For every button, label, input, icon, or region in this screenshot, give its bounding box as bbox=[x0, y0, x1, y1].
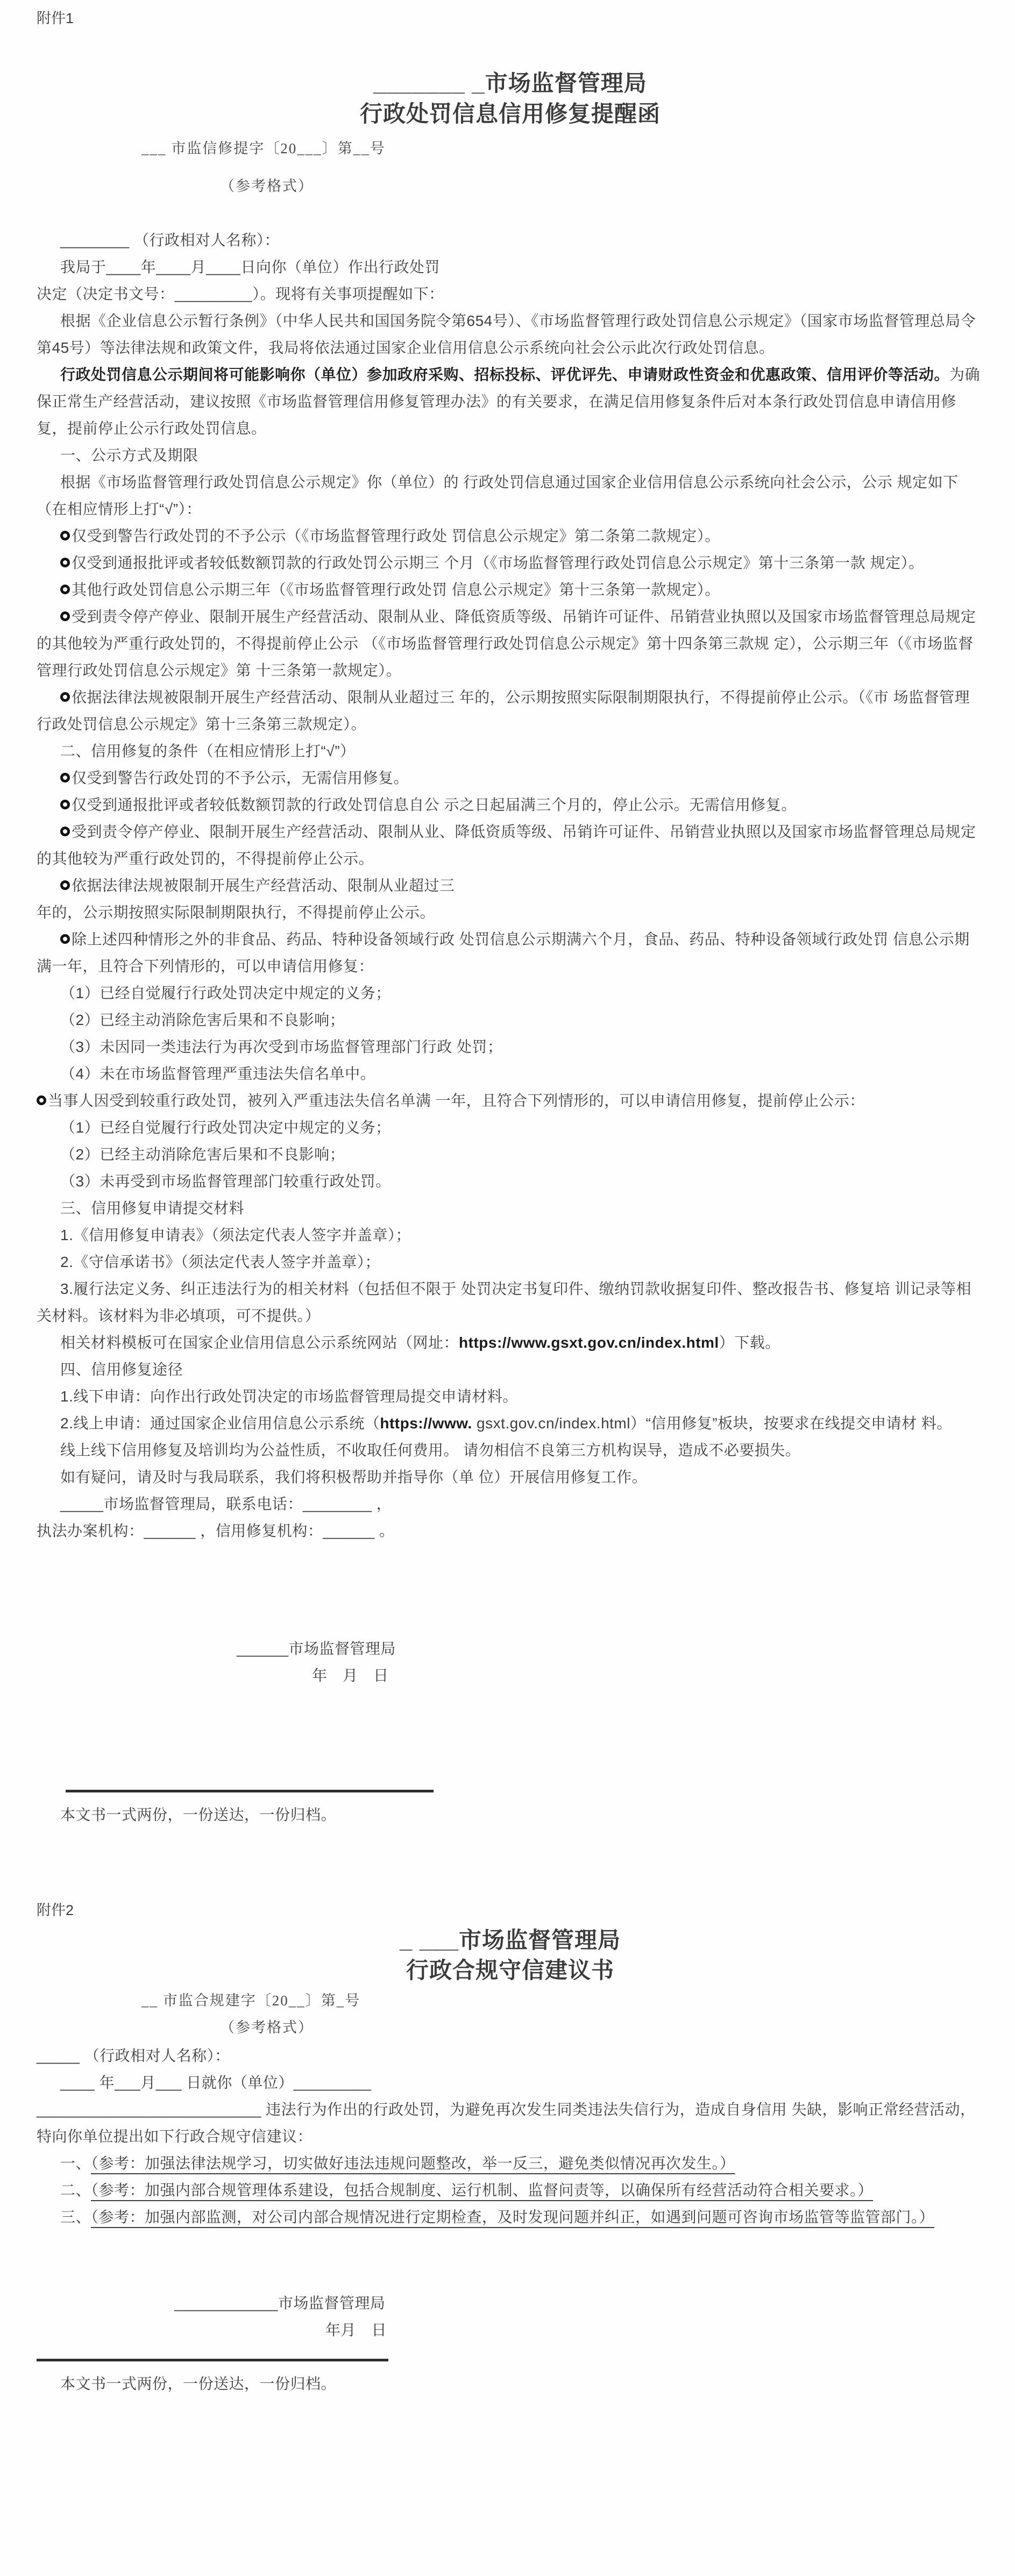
attachment2-title-line1: _ ___市场监督管理局 bbox=[399, 1927, 621, 1953]
text-run: 我局于____年____月____日向你（单位）作出行政处罚 bbox=[60, 259, 440, 275]
text-run: （3）未再受到市场监督管理部门较重行政处罚。 bbox=[60, 1173, 391, 1190]
ring-bullet-icon bbox=[60, 827, 70, 836]
text-run: 1.线下申请：向作出行政处罚决定的市场监督管理局提交申请材料。 bbox=[60, 1388, 518, 1405]
attachment2-format-note: （参考格式） bbox=[220, 2019, 314, 2036]
signature-date: 年月 日 bbox=[325, 2322, 387, 2338]
attachment1 bbox=[37, 8, 984, 1828]
paragraph bbox=[37, 1141, 984, 1168]
bullet-item bbox=[37, 523, 984, 550]
text-run: （参考：加强内部合规管理体系建设，包括合规制度、运行机制、监督问责等，以确保所有经营活动符合相关要求。） bbox=[91, 2182, 874, 2198]
paragraph bbox=[37, 2069, 984, 2096]
text-run: （参考：加强法律法规学习，切实做好违法违规问题整改，举一反三，避免类似情况再次发生。） bbox=[91, 2155, 735, 2172]
ring-bullet-icon bbox=[60, 934, 70, 944]
bullet-item bbox=[37, 872, 984, 926]
bullet-item bbox=[37, 577, 984, 603]
text-run: ____ 年___月___ 日就你（单位）_________ bbox=[60, 2074, 372, 2091]
text-run: 受到责令停产停业、限制开展生产经营活动、限制从业、降低资质等级、吊销许可证件、吊销营业执照以及国家市场监督管理总局规定的其他较为严重行政处罚的，不得提前停止公示。 bbox=[37, 823, 976, 867]
ring-bullet-icon bbox=[37, 1095, 46, 1105]
text-run: 其他行政处罚信息公示期三年（《市场监督管理行政处罚 信息公示规定》第十三条第一款规定）。 bbox=[72, 581, 720, 598]
text-run: 除上述四种情形之外的非食品、药品、特种设备领域行政 处罚信息公示期满六个月，食品、药品、特种设备领域行政处罚 信息公示期满一年，且符合下列情形的，可以申请信用修复： bbox=[37, 931, 970, 974]
ring-bullet-icon bbox=[60, 531, 70, 540]
attachment1-label: 附件1 bbox=[37, 10, 74, 26]
paragraph bbox=[37, 1518, 984, 1545]
divider-line bbox=[37, 2359, 388, 2361]
bullet-item bbox=[37, 550, 984, 577]
text-run: https://www. bbox=[380, 1415, 472, 1432]
text-run: 二、信用修复的条件（在相应情形上打“√”） bbox=[60, 743, 356, 759]
text-run: 四、信用修复途径 bbox=[60, 1361, 183, 1378]
attachment2-footer-note: 本文书一式两份，一份送达，一份归档。 bbox=[60, 2375, 337, 2392]
paragraph bbox=[37, 1249, 984, 1276]
paragraph bbox=[37, 1276, 984, 1329]
text-run: 根据《市场监督管理行政处罚信息公示规定》你（单位）的 行政处罚信息通过国家企业信用信息公示系统向社会公示，公示 规定如下（在相应情形上打“√”）： bbox=[37, 474, 959, 517]
text-run: __________________________ 违法行为作出的行政处罚，为避免再次发生同类违法失信行为，造成自身信用 失缺，影响正常经营活动，特向你单位提出如下行政合规守信建议： bbox=[37, 2101, 976, 2145]
text-run: （1）已经自觉履行行政处罚决定中规定的义务； bbox=[60, 1119, 391, 1136]
paragraph bbox=[37, 1168, 984, 1195]
text-run: （3）未因同一类违法行为再次受到市场监督管理部门行政 处罚； bbox=[60, 1038, 503, 1055]
text-run: 仅受到警告行政处罚的不予公示，无需信用修复。 bbox=[72, 770, 409, 786]
paragraph bbox=[37, 1034, 984, 1061]
text-run: 2.《守信承诺书》（须法定代表人签字并盖章）； bbox=[60, 1254, 380, 1270]
text-run: 决定（决定书文号：_________）。现将有关事项提醒如下： bbox=[37, 286, 444, 302]
text-run: 年的，公示期按照实际限制期限执行，不得提前停止公示。 bbox=[37, 904, 436, 921]
text-run: 相关材料模板可在国家企业信用信息公示系统网站（网址： bbox=[60, 1334, 459, 1351]
paragraph bbox=[37, 1061, 984, 1087]
paragraph bbox=[37, 1410, 984, 1437]
text-run: 二、 bbox=[60, 2182, 91, 2198]
paragraph bbox=[37, 1491, 984, 1518]
signature-date: 年 月 日 bbox=[312, 1667, 389, 1684]
paragraph bbox=[37, 361, 984, 442]
attachment1-title-line2: 行政处罚信息信用修复提醒函 bbox=[359, 101, 661, 126]
paragraph bbox=[37, 1329, 984, 1356]
paragraph bbox=[37, 2096, 984, 2150]
ring-bullet-icon bbox=[60, 692, 70, 702]
divider-line bbox=[66, 1790, 434, 1792]
paragraph bbox=[37, 1007, 984, 1034]
ring-bullet-icon bbox=[60, 558, 70, 567]
section-heading bbox=[37, 738, 984, 765]
text-run: 3.履行法定义务、纠正违法行为的相关材料（包括但不限于 处罚决定书复印件、缴纳罚款收据复印件、整改报告书、修复培 训记录等相关材料。该材料为非必填项，可不提供。） bbox=[37, 1280, 971, 1324]
text-run: ________ （行政相对人名称）： bbox=[60, 232, 280, 248]
bullet-item bbox=[37, 765, 984, 792]
attachment1-title-line1: _______ _市场监督管理局 bbox=[373, 70, 647, 96]
section-heading bbox=[37, 442, 984, 469]
section-heading bbox=[37, 1356, 984, 1383]
paragraph bbox=[37, 469, 984, 523]
ring-bullet-icon bbox=[60, 611, 70, 621]
text-run: gsxt.gov.cn/index.html）“信用修复”板块，按要求在线提交申请材 料。 bbox=[472, 1415, 952, 1432]
paragraph bbox=[37, 1464, 984, 1491]
text-run: 受到责令停产停业、限制开展生产经营活动、限制从业、降低资质等级、吊销许可证件、吊销营业执照以及国家市场监督管理总局规定的其他较为严重行政处罚的，不得提前停止公示 （《市场监督管理行政处罚信息公示规定》第十四条第三款规 定），公示期三年（《市场监督管理行政处罚信息公示规定》第 十三条第一款规定）。 bbox=[37, 608, 976, 679]
text-run: 如有疑问，请及时与我局联系，我们将积极帮助并指导你（单 位）开展信用修复工作。 bbox=[60, 1469, 648, 1485]
paragraph bbox=[37, 281, 984, 308]
bullet-item bbox=[37, 819, 984, 872]
attachment2-doc-number: __ 市监合规建字〔20__〕第_号 bbox=[141, 1993, 361, 2009]
paragraph bbox=[37, 308, 984, 361]
text-run: 根据《企业信息公示暂行条例》（中华人民共和国国务院令第654号）、《市场监督管理行政处罚信息公示规定》（国家市场监督管理总局令第45号）等法律法规和政策文件，我局将依法通过国家企业信用信息公示系统向社会公示此次行政处罚信息。 bbox=[37, 312, 976, 356]
attachment1-doc-number: ___ 市监信修提字〔20___〕第__号 bbox=[141, 140, 386, 156]
text-run: 执法办案机构：______ ，信用修复机构：______ 。 bbox=[37, 1522, 395, 1539]
text-run: _____ （行政相对人名称）： bbox=[37, 2047, 230, 2064]
section-heading bbox=[37, 1195, 984, 1222]
text-run: （参考：加强内部监测，对公司内部合规情况进行定期检查，及时发现问题并纠正，如遇到问题可咨询市场监管等监管部门。） bbox=[91, 2209, 935, 2225]
text-run: 一、 bbox=[60, 2155, 91, 2172]
paragraph bbox=[37, 1222, 984, 1249]
paragraph bbox=[37, 980, 984, 1007]
ring-bullet-icon bbox=[60, 773, 70, 782]
text-run: 仅受到警告行政处罚的不予公示（《市场监督管理行政处 罚信息公示规定》第二条第二款规定）。 bbox=[72, 528, 720, 544]
bullet-item bbox=[37, 684, 984, 738]
ring-bullet-icon bbox=[60, 880, 70, 890]
text-run: （2）已经主动消除危害后果和不良影响； bbox=[60, 1146, 345, 1163]
text-run: 为确保正常生产经营活动，建议按照《市场监督管理信用修复管理办法》的有关要求，在满足信用修复条件后对本条行政处罚信息申请信用修复，提前停止公示行政处罚信息。 bbox=[37, 366, 981, 437]
attachment2-body bbox=[37, 2043, 984, 2231]
text-run: 线上线下信用修复及培训均为公益性质，不收取任何费用。 请勿相信不良第三方机构误导，造成不必要损失。 bbox=[60, 1442, 801, 1458]
bullet-item bbox=[37, 1087, 984, 1114]
paragraph bbox=[37, 227, 984, 254]
attachment1-format-note: （参考格式） bbox=[220, 178, 314, 194]
paragraph bbox=[37, 1383, 984, 1410]
text-run: 依据法律法规被限制开展生产经营活动、限制从业超过三 bbox=[72, 877, 455, 894]
paragraph bbox=[37, 254, 984, 281]
attachment1-footer-note: 本文书一式两份，一份送达，一份归档。 bbox=[60, 1806, 337, 1823]
bullet-item bbox=[37, 926, 984, 980]
attachment2 bbox=[37, 1899, 984, 2397]
text-run: 仅受到通报批评或者较低数额罚款的行政处罚信息自公 示之日起届满三个月的，停止公示。无需信用修复。 bbox=[72, 796, 797, 813]
paragraph bbox=[37, 1114, 984, 1141]
text-run: 一、公示方式及期限 bbox=[60, 447, 198, 464]
text-run: （4）未在市场监督管理严重违法失信名单中。 bbox=[60, 1065, 376, 1082]
attachment1-body bbox=[37, 227, 984, 1545]
text-run: 1.《信用修复申请表》（须法定代表人签字并盖章）； bbox=[60, 1227, 411, 1243]
text-run: 仅受到通报批评或者较低数额罚款的行政处罚公示期三 个月（《市场监督管理行政处罚信息公示规定》第十三条第一款 规定）。 bbox=[72, 554, 924, 571]
bullet-item bbox=[37, 792, 984, 819]
attachment2-title-line2: 行政合规守信建议书 bbox=[406, 1958, 614, 1983]
text-run: 三、 bbox=[60, 2209, 91, 2225]
paragraph bbox=[37, 2043, 984, 2069]
bullet-item bbox=[37, 603, 984, 684]
text-run: 行政处罚信息公示期间将可能影响你（单位）参加政府采购、招标投标、评优评先、申请财政性资金和优惠政策、信用评价等活动。 bbox=[60, 366, 950, 383]
ring-bullet-icon bbox=[60, 585, 70, 594]
attachment2-signature bbox=[174, 2290, 984, 2344]
text-run: 三、信用修复申请提交材料 bbox=[60, 1200, 245, 1216]
signature-org: ____________市场监督管理局 bbox=[174, 2295, 386, 2311]
text-run: _____市场监督管理局，联系电话：________ ， bbox=[60, 1496, 392, 1512]
text-run: ）下载。 bbox=[719, 1334, 780, 1351]
text-run: 依据法律法规被限制开展生产经营活动、限制从业超过三 年的，公示期按照实际限制期限执行，不得提前停止公示。（《市 场监督管理行政处罚信息公示规定》第十三条第三款规定）。 bbox=[37, 689, 970, 732]
text-run: 当事人因受到较重行政处罚，被列入严重违法失信名单满 一年，且符合下列情形的，可以申请信用修复，提前停止公示： bbox=[48, 1092, 865, 1109]
paragraph bbox=[37, 2177, 984, 2204]
text-run: 2.线上申请：通过国家企业信用信息公示系统（ bbox=[60, 1415, 380, 1432]
signature-org: ______市场监督管理局 bbox=[237, 1640, 396, 1657]
ring-bullet-icon bbox=[60, 800, 70, 809]
text-run: （1）已经自觉履行行政处罚决定中规定的义务； bbox=[60, 985, 391, 1001]
attachment1-signature bbox=[237, 1635, 984, 1689]
paragraph bbox=[37, 2204, 984, 2231]
text-run: （2）已经主动消除危害后果和不良影响； bbox=[60, 1012, 345, 1028]
text-run: https://www.gsxt.gov.cn/index.html bbox=[459, 1334, 719, 1351]
attachment2-label: 附件2 bbox=[37, 1902, 74, 1918]
paragraph bbox=[37, 1437, 984, 1464]
paragraph bbox=[37, 2150, 984, 2177]
